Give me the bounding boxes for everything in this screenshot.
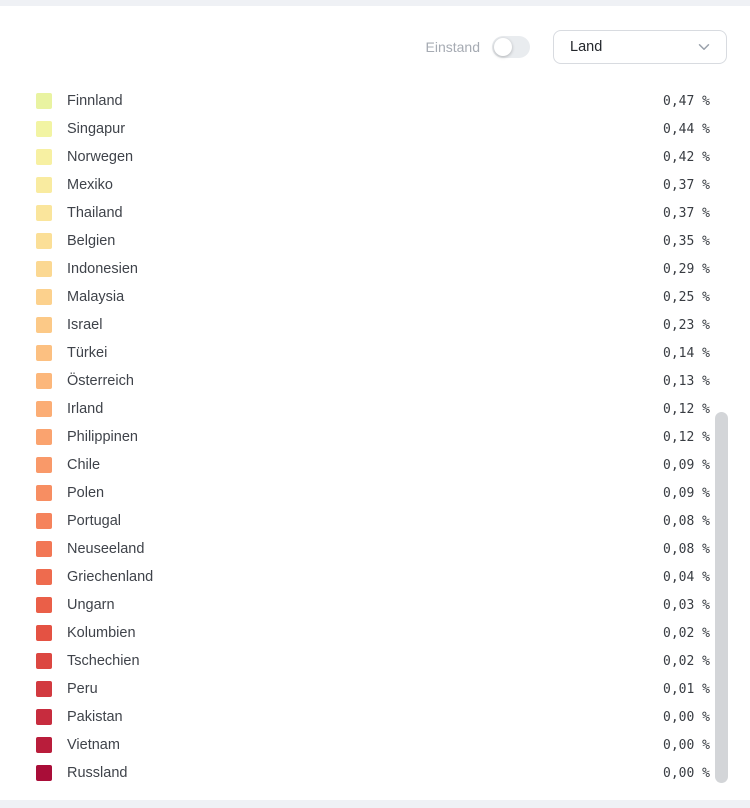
row-value: 0,35 % [663, 233, 710, 249]
row-value: 0,00 % [663, 765, 710, 781]
row-swatch [36, 653, 52, 669]
row-swatch [36, 317, 52, 333]
row-swatch [36, 709, 52, 725]
row-swatch [36, 177, 52, 193]
row-value: 0,12 % [663, 429, 710, 445]
row-label: Finnland [67, 93, 123, 109]
row-swatch [36, 737, 52, 753]
row-value: 0,12 % [663, 401, 710, 417]
row-value: 0,09 % [663, 485, 710, 501]
row-value: 0,08 % [663, 513, 710, 529]
row-swatch [36, 205, 52, 221]
row-label: Philippinen [67, 429, 138, 445]
row-swatch [36, 597, 52, 613]
row-value: 0,29 % [663, 261, 710, 277]
row-label: Norwegen [67, 149, 134, 165]
row-swatch [36, 373, 52, 389]
list-item[interactable] [0, 619, 750, 647]
list-item[interactable] [0, 563, 750, 591]
row-swatch [36, 233, 52, 249]
list-item[interactable] [0, 87, 750, 115]
list-item[interactable] [0, 423, 750, 451]
row-swatch [36, 345, 52, 361]
row-value: 0,00 % [663, 709, 710, 725]
list-item[interactable] [0, 759, 750, 787]
list-item[interactable] [0, 255, 750, 283]
row-swatch [36, 625, 52, 641]
list-item[interactable] [0, 647, 750, 675]
list-item[interactable] [0, 367, 750, 395]
row-label: Thailand [67, 205, 123, 221]
row-label: Pakistan [67, 709, 123, 725]
row-swatch [36, 681, 52, 697]
row-value: 0,44 % [663, 121, 710, 137]
list-item[interactable] [0, 199, 750, 227]
list-item[interactable] [0, 591, 750, 619]
row-value: 0,09 % [663, 457, 710, 473]
row-value: 0,37 % [663, 205, 710, 221]
list-item[interactable] [0, 703, 750, 731]
row-label: Vietnam [67, 737, 120, 753]
list-item[interactable] [0, 283, 750, 311]
row-swatch [36, 149, 52, 165]
row-label: Polen [67, 485, 105, 501]
row-label: Irland [67, 401, 104, 417]
row-swatch [36, 401, 52, 417]
list-item[interactable] [0, 115, 750, 143]
row-label: Türkei [67, 345, 108, 361]
row-label: Malaysia [67, 289, 125, 305]
list-item[interactable] [0, 143, 750, 171]
list-item[interactable] [0, 171, 750, 199]
list-item[interactable] [0, 339, 750, 367]
row-label: Österreich [67, 373, 134, 389]
list-item[interactable] [0, 675, 750, 703]
row-label: Chile [67, 457, 101, 473]
row-swatch [36, 541, 52, 557]
row-label: Griechenland [67, 569, 154, 585]
row-value: 0,37 % [663, 177, 710, 193]
row-value: 0,23 % [663, 317, 710, 333]
list-item[interactable] [0, 535, 750, 563]
toggle-knob [494, 38, 512, 56]
row-value: 0,14 % [663, 345, 710, 361]
row-label: Indonesien [67, 261, 138, 277]
row-swatch [36, 121, 52, 137]
row-swatch [36, 93, 52, 109]
row-swatch [36, 261, 52, 277]
country-allocation-list [0, 64, 750, 787]
row-label: Neuseeland [67, 541, 145, 557]
row-swatch [36, 765, 52, 781]
scrollbar-thumb[interactable] [715, 412, 728, 783]
dropdown-selected-value: Land [570, 39, 603, 55]
bottom-edge-strip [0, 800, 750, 808]
list-item[interactable] [0, 395, 750, 423]
group-by-dropdown[interactable] [553, 30, 727, 64]
row-value: 0,04 % [663, 569, 710, 585]
top-edge-strip [0, 0, 750, 6]
row-swatch [36, 513, 52, 529]
row-value: 0,25 % [663, 289, 710, 305]
list-item[interactable] [0, 451, 750, 479]
row-label: Belgien [67, 233, 116, 249]
einstand-toggle[interactable] [492, 36, 530, 58]
row-label: Kolumbien [67, 625, 136, 641]
row-swatch [36, 289, 52, 305]
chevron-down-icon [695, 38, 713, 56]
row-swatch [36, 429, 52, 445]
row-label: Portugal [67, 513, 122, 529]
row-swatch [36, 569, 52, 585]
row-swatch [36, 485, 52, 501]
row-label: Singapur [67, 121, 126, 137]
row-value: 0,02 % [663, 653, 710, 669]
row-label: Peru [67, 681, 98, 697]
header-controls [0, 0, 750, 64]
row-label: Mexiko [67, 177, 113, 193]
list-item[interactable] [0, 479, 750, 507]
row-swatch [36, 457, 52, 473]
list-item[interactable] [0, 507, 750, 535]
row-value: 0,01 % [663, 681, 710, 697]
einstand-toggle-label: Einstand [425, 39, 480, 55]
row-label: Israel [67, 317, 103, 333]
list-item[interactable] [0, 227, 750, 255]
row-value: 0,13 % [663, 373, 710, 389]
row-label: Russland [67, 765, 128, 781]
row-value: 0,00 % [663, 737, 710, 753]
row-value: 0,03 % [663, 597, 710, 613]
row-value: 0,47 % [663, 93, 710, 109]
row-value: 0,42 % [663, 149, 710, 165]
row-value: 0,08 % [663, 541, 710, 557]
row-label: Tschechien [67, 653, 140, 669]
list-item[interactable] [0, 311, 750, 339]
row-value: 0,02 % [663, 625, 710, 641]
row-label: Ungarn [67, 597, 115, 613]
list-item[interactable] [0, 731, 750, 759]
